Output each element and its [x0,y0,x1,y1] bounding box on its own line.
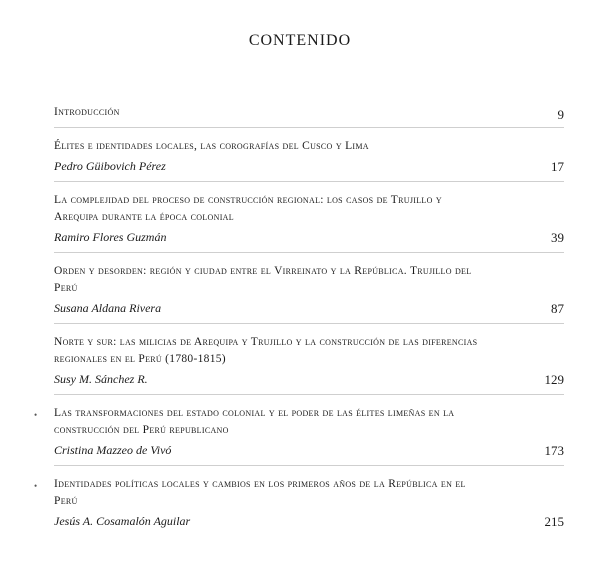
toc-entry-author: Jesús A. Cosamalón Aguilar [54,514,191,528]
margin-dot-icon: • [34,410,38,420]
toc-entry-title: Élites e identidades locales, las corografías del Cusco y Lima [54,140,369,152]
toc-entry-author: Susana Aldana Rivera [54,301,162,315]
toc-entry-page: 129 [544,372,564,387]
toc-entry-page: 17 [551,159,564,174]
toc-entry-page: 39 [551,230,564,245]
toc-entry-flores[interactable] [54,192,564,253]
toc-entry-introduccion[interactable] [54,104,564,128]
toc-entry-page: 87 [551,301,564,316]
toc-entry-aldana[interactable] [54,263,564,324]
toc-entry-sanchez[interactable] [54,334,564,395]
toc-entry-author: Pedro Güibovich Pérez [54,159,166,173]
toc-entry-title: Las transformaciones del estado colonial y el poder de las élites limeñas en la construcción del Perú republicano [54,407,455,436]
toc-entry-page: 173 [544,443,564,458]
toc-entry-title: La complejidad del proceso de construcción regional: los casos de Trujillo y Arequipa durante la época colonial [54,194,442,223]
toc-entry-mazzeo[interactable] [34,405,564,466]
page-heading: CONTENIDO [248,32,352,49]
toc-entry-page: 215 [544,514,564,529]
toc-entry-cosamalon[interactable] [34,476,564,536]
toc-list [34,104,564,546]
toc-entry-page: 9 [557,107,564,122]
toc-entry-author: Cristina Mazzeo de Vivó [54,443,172,457]
toc-entry-guibovich[interactable] [54,138,564,182]
toc-entry-title: Orden y desorden: región y ciudad entre el Virreinato y la República. Trujillo del Perú [54,265,472,294]
toc-entry-author: Ramiro Flores Guzmán [54,230,167,244]
toc-entry-title: Identidades políticas locales y cambios en los primeros años de la República en el Perú [54,478,466,507]
toc-entry-author: Susy M. Sánchez R. [54,372,148,386]
margin-dot-icon: • [34,481,38,491]
toc-entry-title: Norte y sur: las milicias de Arequipa y Trujillo y la construcción de las diferencias regionales en el Perú (1780-1815) [54,336,478,365]
toc-entry-title: Introducción [54,106,120,118]
